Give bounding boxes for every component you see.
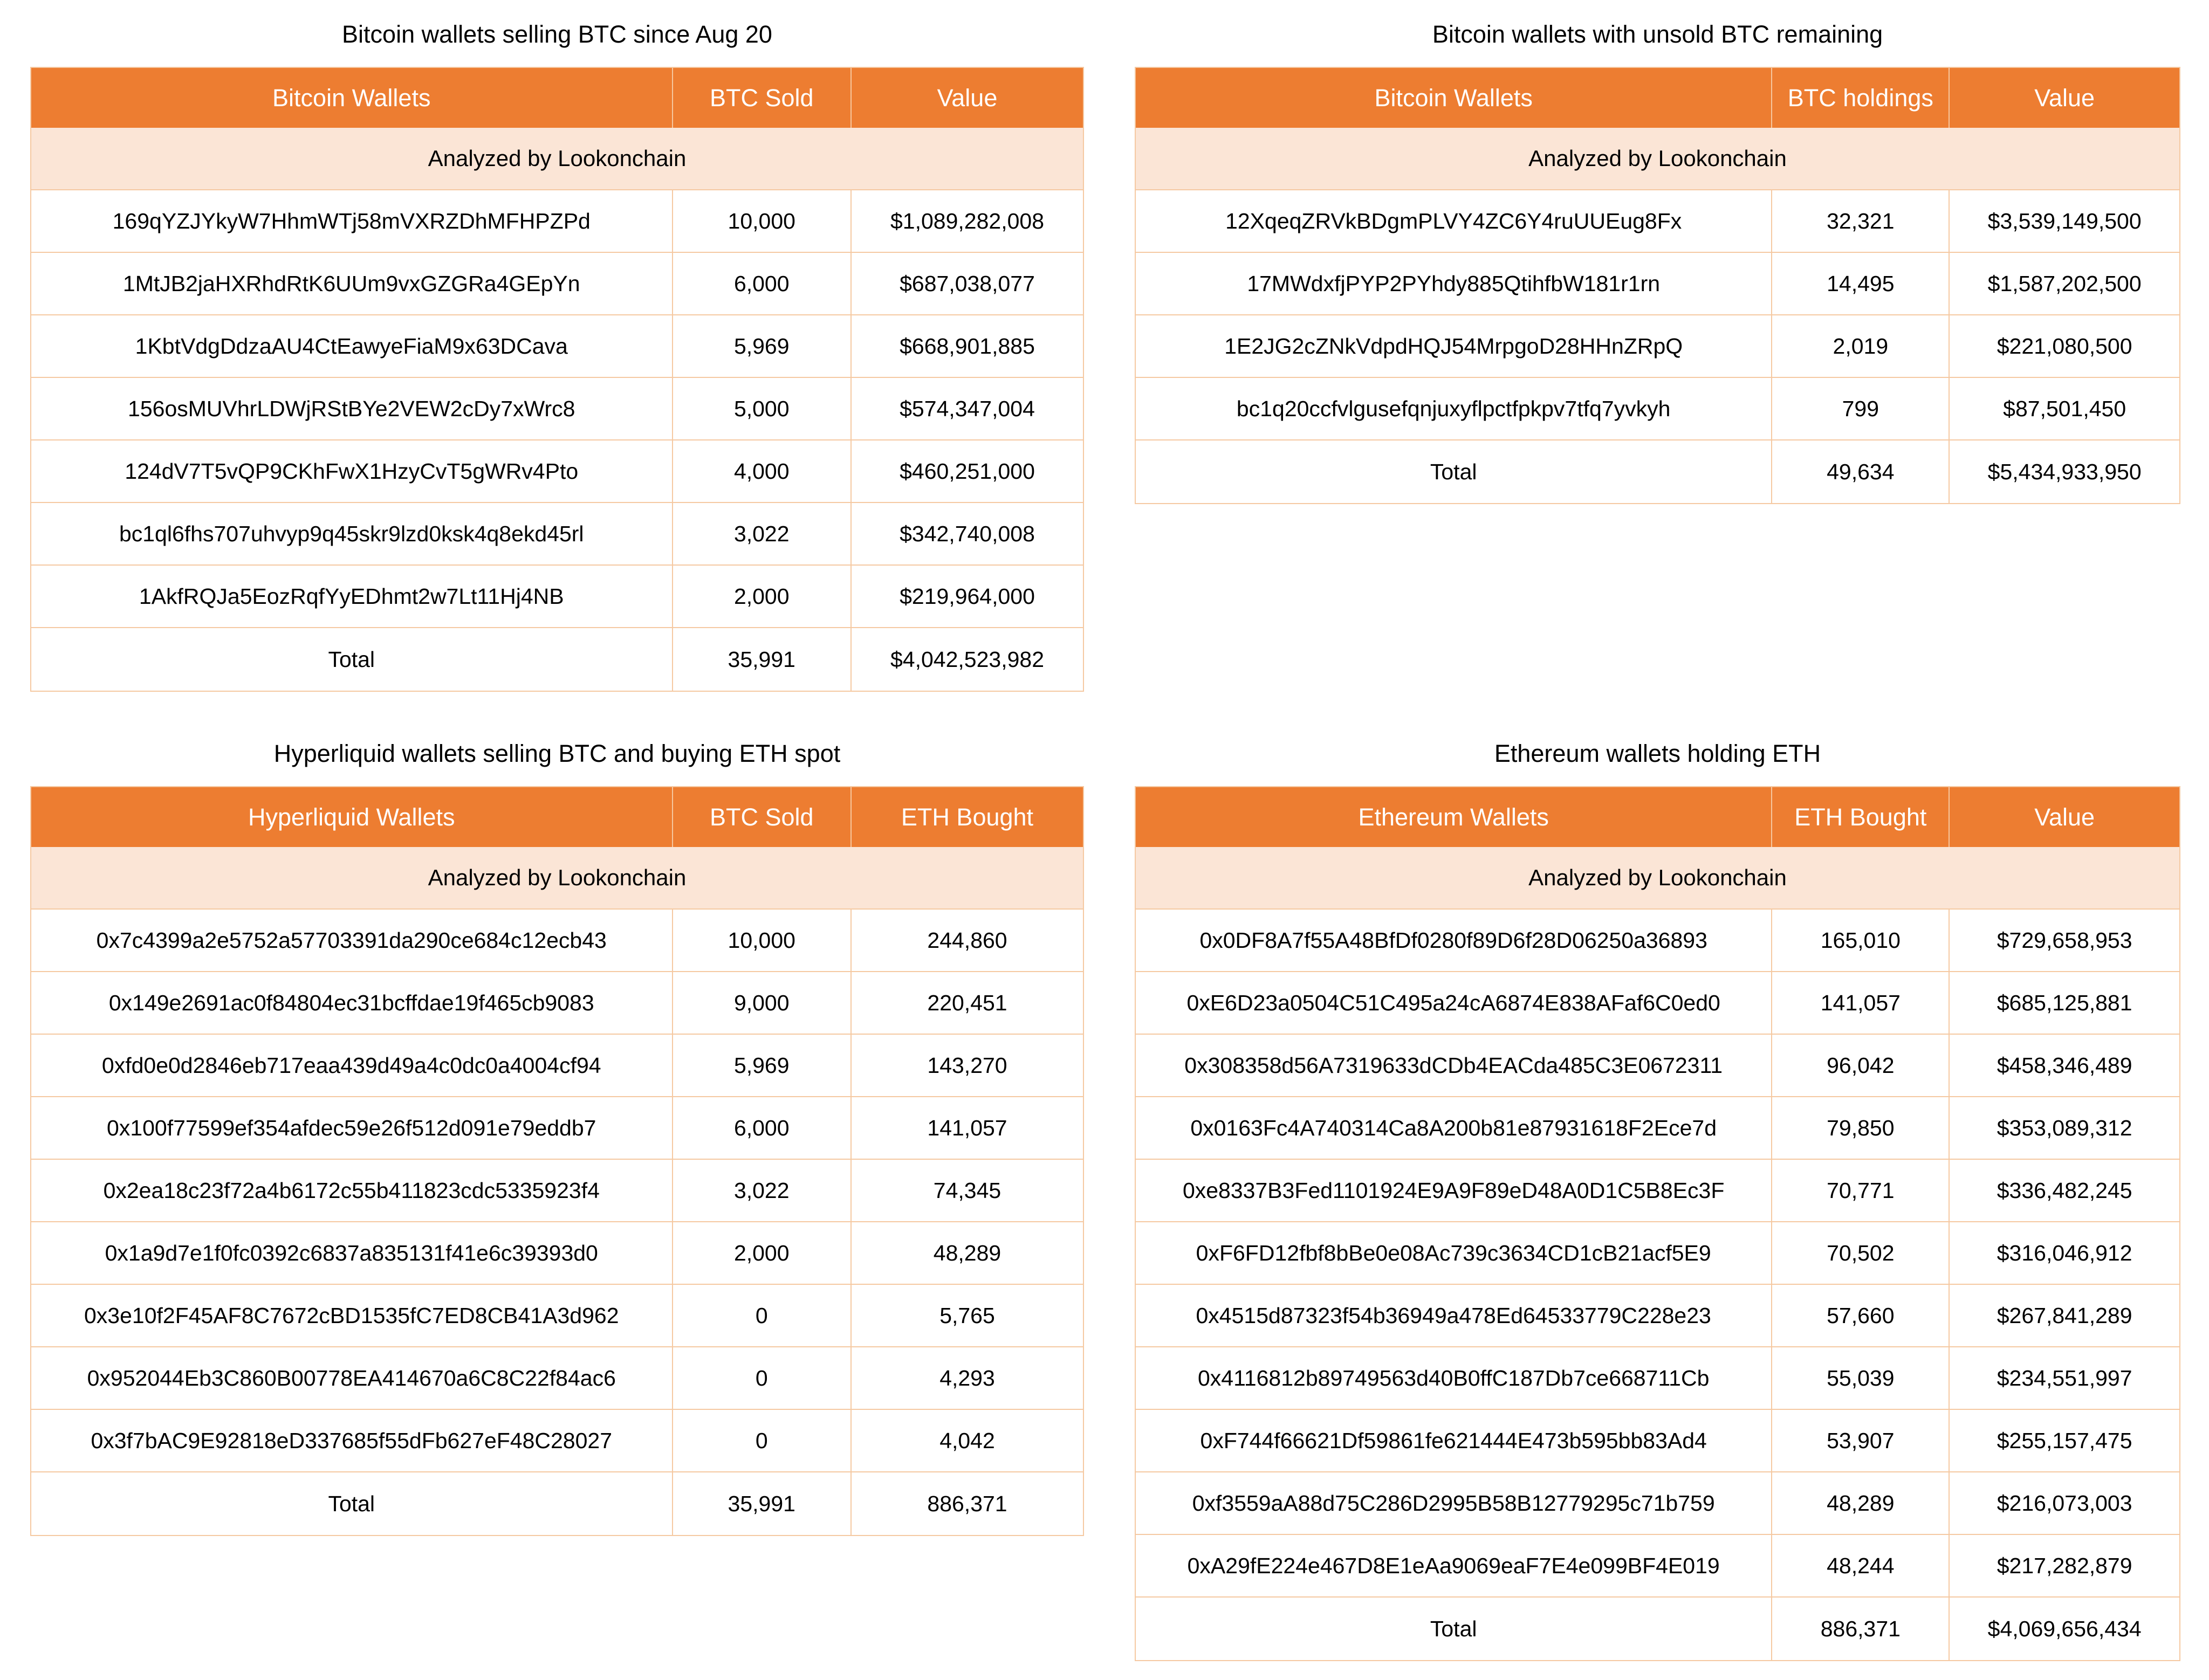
table-row [31,910,1083,972]
column-header-value: ETH Bought [852,787,1083,847]
table-title: Hyperliquid wallets selling BTC and buying ETH spot [273,740,841,767]
analyzed-by-label: Analyzed by Lookonchain [1136,847,2179,910]
wallet-cell: 0x3e10f2F45AF8C7672cBD1535fC7ED8CB41A3d962 [31,1285,673,1347]
amount-cell: 799 [1772,378,1950,440]
table-row [1136,1035,2179,1097]
column-header-amount: BTC Sold [673,787,852,847]
value-cell: 4,293 [852,1347,1083,1410]
column-header-amount: BTC Sold [673,68,852,128]
wallet-cell: 0x952044Eb3C860B00778EA414670a6C8C22f84ac6 [31,1347,673,1410]
table-block-eth-holding [1135,731,2180,1661]
amount-cell: 53,907 [1772,1410,1950,1472]
amount-cell: 0 [673,1410,852,1472]
value-cell: 220,451 [852,972,1083,1035]
eth-holding-table [1135,786,2180,1661]
value-cell: 74,345 [852,1160,1083,1222]
column-header-value: Value [1950,787,2179,847]
column-header-value: Value [852,68,1083,128]
analyzed-by-label: Analyzed by Lookonchain [1136,128,2179,190]
amount-cell: 96,042 [1772,1035,1950,1097]
amount-cell: 10,000 [673,190,852,253]
total-amount: 35,991 [673,1472,852,1535]
amount-cell: 48,289 [1772,1472,1950,1535]
value-cell: 48,289 [852,1222,1083,1285]
wallet-cell: 0x3f7bAC9E92818eD337685f55dFb627eF48C28027 [31,1410,673,1472]
total-row [1136,1598,2179,1660]
header-row [1136,787,2179,847]
table-header [1136,68,2179,190]
amount-cell: 4,000 [673,440,852,503]
value-cell: 143,270 [852,1035,1083,1097]
amount-cell: 9,000 [673,972,852,1035]
wallet-cell: 0xfd0e0d2846eb717eaa439d49a4c0dc0a4004cf94 [31,1035,673,1097]
value-cell: $267,841,289 [1950,1285,2179,1347]
value-cell: $87,501,450 [1950,378,2179,440]
value-cell: $458,346,489 [1950,1035,2179,1097]
wallet-cell: 0xf3559aA88d75C286D2995B58B12779295c71b759 [1136,1472,1772,1535]
table-body [31,910,1083,1535]
total-value: $5,434,933,950 [1950,440,2179,503]
wallet-cell: 124dV7T5vQP9CKhFwX1HzyCvT5gWRv4Pto [31,440,673,503]
value-cell: $574,347,004 [852,378,1083,440]
value-cell: $3,539,149,500 [1950,190,2179,253]
total-value: $4,069,656,434 [1950,1598,2179,1660]
hyperliquid-table [30,786,1084,1536]
wallet-cell: 0xF6FD12fbf8bBe0e08Ac739c3634CD1cB21acf5E9 [1136,1222,1772,1285]
value-cell: 244,860 [852,910,1083,972]
wallet-cell: 17MWdxfjPYP2PYhdy885QtihfbW181r1rn [1136,253,1772,315]
table-block-btc-unsold [1135,12,2180,504]
table-header [31,787,1083,910]
value-cell: 141,057 [852,1097,1083,1160]
wallet-cell: 0x4116812b89749563d40B0ffC187Db7ce668711Cb [1136,1347,1772,1410]
table-row [1136,1472,2179,1535]
column-header-wallets: Ethereum Wallets [1136,787,1772,847]
table-row [31,972,1083,1035]
table-row [31,1285,1083,1347]
column-header-wallets: Bitcoin Wallets [1136,68,1772,128]
total-label: Total [1136,440,1772,503]
table-row [1136,1285,2179,1347]
subheader-row [31,847,1083,910]
wallet-cell: 0x1a9d7e1f0fc0392c6837a835131f41e6c39393d0 [31,1222,673,1285]
table-row [31,1347,1083,1410]
total-row [31,628,1083,691]
wallet-cell: 0x100f77599ef354afdec59e26f512d091e79eddb7 [31,1097,673,1160]
table-row [31,1097,1083,1160]
table-row [31,1222,1083,1285]
amount-cell: 2,000 [673,566,852,628]
wallet-cell: 1AkfRQJa5EozRqfYyEDhmt2w7Lt11Hj4NB [31,566,673,628]
value-cell: $219,964,000 [852,566,1083,628]
value-cell: $216,073,003 [1950,1472,2179,1535]
column-header-amount: ETH Bought [1772,787,1950,847]
table-title: Bitcoin wallets selling BTC since Aug 20 [342,20,772,48]
value-cell: $336,482,245 [1950,1160,2179,1222]
wallet-cell: 0x308358d56A7319633dCDb4EACda485C3E0672311 [1136,1035,1772,1097]
amount-cell: 57,660 [1772,1285,1950,1347]
value-cell: $685,125,881 [1950,972,2179,1035]
wallet-cell: 1KbtVdgDdzaAU4CtEawyeFiaM9x63DCava [31,315,673,378]
table-row [31,503,1083,566]
amount-cell: 70,771 [1772,1160,1950,1222]
btc-unsold-table [1135,67,2180,504]
header-row [1136,68,2179,128]
wallet-cell: 0xE6D23a0504C51C495a24cA6874E838AFaf6C0ed0 [1136,972,1772,1035]
value-cell: $316,046,912 [1950,1222,2179,1285]
value-cell: $342,740,008 [852,503,1083,566]
table-row [31,440,1083,503]
table-title: Ethereum wallets holding ETH [1494,740,1821,767]
wallet-cell: 0xe8337B3Fed1101924E9A9F89eD48A0D1C5B8Ec3F [1136,1160,1772,1222]
value-cell: $687,038,077 [852,253,1083,315]
wallet-cell: 12XqeqZRVkBDgmPLVY4ZC6Y4ruUUEug8Fx [1136,190,1772,253]
table-row [1136,972,2179,1035]
table-row [1136,1347,2179,1410]
amount-cell: 6,000 [673,253,852,315]
wallet-cell: 0x149e2691ac0f84804ec31bcffdae19f465cb9083 [31,972,673,1035]
amount-cell: 6,000 [673,1097,852,1160]
total-label: Total [31,1472,673,1535]
table-row [31,253,1083,315]
table-row [1136,253,2179,315]
table-row [31,1035,1083,1097]
table-body [1136,190,2179,503]
value-cell: 5,765 [852,1285,1083,1347]
table-row [31,1410,1083,1472]
amount-cell: 3,022 [673,1160,852,1222]
wallet-cell: 0x4515d87323f54b36949a478Ed64533779C228e23 [1136,1285,1772,1347]
total-label: Total [1136,1598,1772,1660]
table-row [1136,378,2179,440]
table-block-hyperliquid [30,731,1084,1536]
table-block-btc-selling [30,12,1084,692]
amount-cell: 2,019 [1772,315,1950,378]
amount-cell: 3,022 [673,503,852,566]
amount-cell: 70,502 [1772,1222,1950,1285]
amount-cell: 48,244 [1772,1535,1950,1598]
amount-cell: 0 [673,1285,852,1347]
amount-cell: 10,000 [673,910,852,972]
value-cell: $1,587,202,500 [1950,253,2179,315]
value-cell: $221,080,500 [1950,315,2179,378]
amount-cell: 5,969 [673,315,852,378]
wallet-cell: 0xF744f66621Df59861fe621444E473b595bb83Ad4 [1136,1410,1772,1472]
column-header-value: Value [1950,68,2179,128]
value-cell: $1,089,282,008 [852,190,1083,253]
btc-selling-table [30,67,1084,692]
header-row [31,787,1083,847]
table-row [31,566,1083,628]
subheader-row [1136,128,2179,190]
wallet-cell: 169qYZJYkyW7HhmWTj58mVXRZDhMFHPZPd [31,190,673,253]
table-header [1136,787,2179,910]
subheader-row [1136,847,2179,910]
table-row [1136,1097,2179,1160]
amount-cell: 79,850 [1772,1097,1950,1160]
table-body [31,190,1083,691]
header-row [31,68,1083,128]
value-cell: $353,089,312 [1950,1097,2179,1160]
analyzed-by-label: Analyzed by Lookonchain [31,128,1083,190]
wallet-cell: 0x7c4399a2e5752a57703391da290ce684c12ecb43 [31,910,673,972]
table-row [1136,1410,2179,1472]
table-row [1136,1535,2179,1598]
value-cell: $668,901,885 [852,315,1083,378]
wallet-cell: 0xA29fE224e467D8E1eAa9069eaF7E4e099BF4E019 [1136,1535,1772,1598]
column-header-wallets: Hyperliquid Wallets [31,787,673,847]
table-row [1136,1160,2179,1222]
amount-cell: 165,010 [1772,910,1950,972]
wallet-cell: 156osMUVhrLDWjRStBYe2VEW2cDy7xWrc8 [31,378,673,440]
table-header [31,68,1083,190]
wallet-cell: 0x0DF8A7f55A48BfDf0280f89D6f28D06250a36893 [1136,910,1772,972]
amount-cell: 2,000 [673,1222,852,1285]
table-body [1136,910,2179,1660]
column-header-amount: BTC holdings [1772,68,1950,128]
table-row [31,378,1083,440]
analyzed-by-label: Analyzed by Lookonchain [31,847,1083,910]
amount-cell: 32,321 [1772,190,1950,253]
wallet-cell: bc1ql6fhs707uhvyp9q45skr9lzd0ksk4q8ekd45rl [31,503,673,566]
total-value: $4,042,523,982 [852,628,1083,691]
total-amount: 886,371 [1772,1598,1950,1660]
value-cell: 4,042 [852,1410,1083,1472]
value-cell: $217,282,879 [1950,1535,2179,1598]
table-row [1136,190,2179,253]
table-row [31,315,1083,378]
wallet-cell: bc1q20ccfvlgusefqnjuxyflpctfpkpv7tfq7yvkyh [1136,378,1772,440]
wallet-cell: 0x0163Fc4A740314Ca8A200b81e87931618F2Ece7d [1136,1097,1772,1160]
column-header-wallets: Bitcoin Wallets [31,68,673,128]
total-label: Total [31,628,673,691]
amount-cell: 55,039 [1772,1347,1950,1410]
total-row [31,1472,1083,1535]
value-cell: $255,157,475 [1950,1410,2179,1472]
amount-cell: 0 [673,1347,852,1410]
table-row [31,1160,1083,1222]
table-title: Bitcoin wallets with unsold BTC remaining [1432,20,1883,48]
table-row [1136,1222,2179,1285]
subheader-row [31,128,1083,190]
wallet-cell: 1MtJB2jaHXRhdRtK6UUm9vxGZGRa4GEpYn [31,253,673,315]
amount-cell: 14,495 [1772,253,1950,315]
value-cell: $729,658,953 [1950,910,2179,972]
amount-cell: 5,969 [673,1035,852,1097]
table-row [31,190,1083,253]
total-value: 886,371 [852,1472,1083,1535]
table-row [1136,315,2179,378]
value-cell: $234,551,997 [1950,1347,2179,1410]
wallet-cell: 0x2ea18c23f72a4b6172c55b411823cdc5335923f4 [31,1160,673,1222]
total-amount: 35,991 [673,628,852,691]
wallet-cell: 1E2JG2cZNkVdpdHQJ54MrpgoD28HHnZRpQ [1136,315,1772,378]
total-amount: 49,634 [1772,440,1950,503]
table-row [1136,910,2179,972]
value-cell: $460,251,000 [852,440,1083,503]
total-row [1136,440,2179,503]
amount-cell: 5,000 [673,378,852,440]
amount-cell: 141,057 [1772,972,1950,1035]
